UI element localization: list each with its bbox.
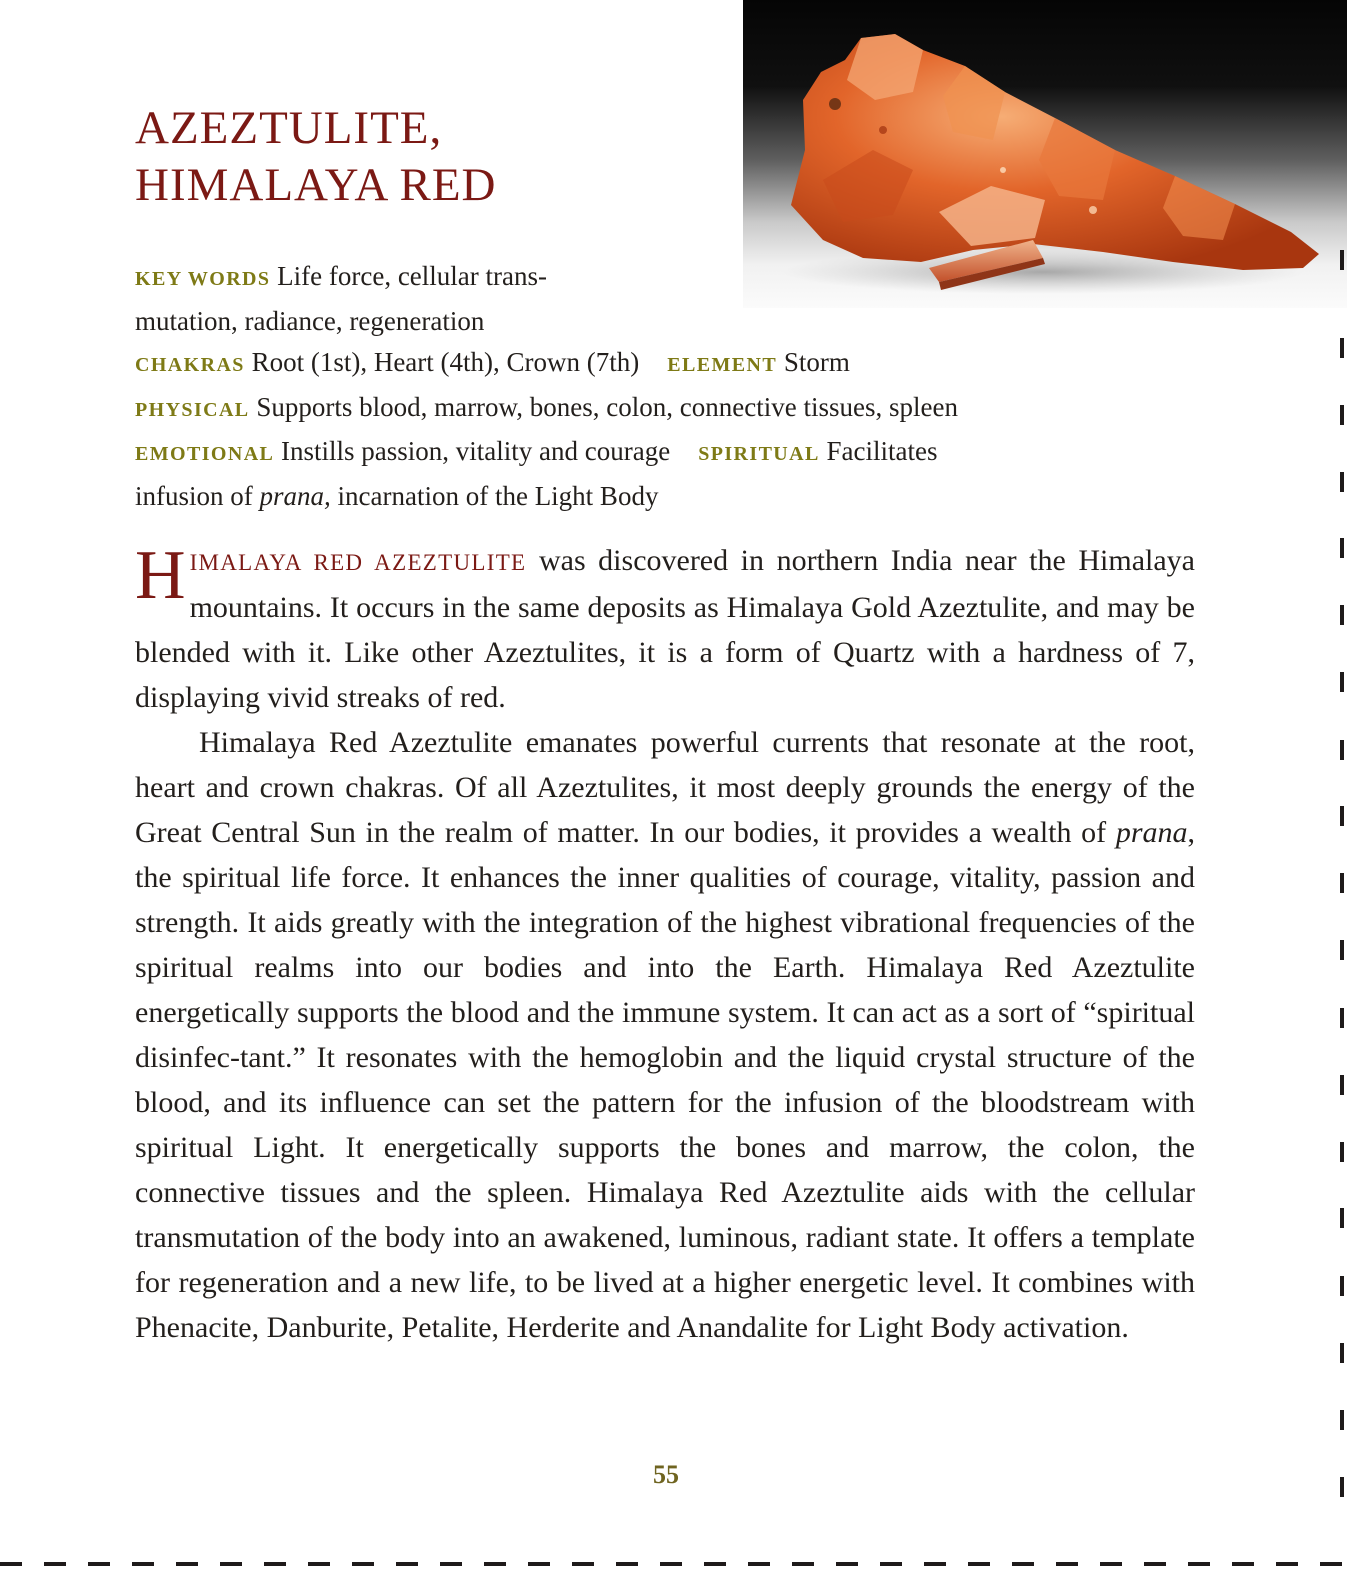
spiritual-value-2-pre: infusion of — [135, 480, 260, 511]
body-text — [135, 538, 1195, 1350]
emotional-value: Instills passion, vitality and courage — [281, 436, 671, 466]
keywords-label: KEY WORDS — [135, 268, 271, 290]
emotional-label: EMOTIONAL — [135, 443, 275, 465]
spiritual-value-1: Facilitates — [826, 436, 938, 466]
paragraph-1-text: was discovered in northern India near the Himalaya mountains. It occurs in the same deposits as Himalaya Gold Azeztulite, and may be blended with it. Like other Azeztulites, it is a form of Quartz with a hardness of 7, displaying vivid streaks of red. — [135, 544, 1195, 714]
lead-in-smallcaps: IMALAYA RED AZEZTULITE — [189, 550, 527, 575]
physical-label: PHYSICAL — [135, 398, 250, 421]
paragraph-2 — [135, 720, 1195, 1350]
title-line-1: AZEZTULITE, — [135, 102, 443, 154]
paragraph-2-post: , the spiritual life force. It enhances the inner qualities of courage, vitality, passion and strength. It aids greatly with the integration of the highest vibrational frequencies of the spiritual realms into our bodies and into the Earth. Himalaya Red Azeztulite energetically supports the blood and the immune system. It can act as a sort of “spiritual disinfec-tant.” It resonates with the hemoglobin and the liquid crystal structure of the blood, and its influence can set the pattern for the infusion of the bloodstream with spiritual Light. It energetically supports the bones and marrow, the colon, the connective tissues and the spleen. Himalaya Red Azeztulite aids with the cellular transmutation of the body into an awakened, luminous, radiant state. It offers a template for regeneration and a new life, to be lived at a higher energetic level. It combines with Phenacite, Danburite, Petalite, Herderite and Anandalite for Light Body activation. — [135, 816, 1195, 1344]
spiritual-value-2-post: incarnation of the Light Body — [330, 480, 659, 511]
physical-value: Supports blood, marrow, bones, colon, connective tissues, spleen — [256, 391, 958, 422]
chakras-label: CHAKRAS — [135, 354, 245, 376]
keywords-row — [135, 256, 1195, 301]
chakras-value: Root (1st), Heart (4th), Crown (7th) — [251, 347, 640, 377]
paragraph-2-pre: Himalaya Red Azeztulite emanates powerful currents that resonate at the root, heart and crown chakras. Of all Azeztulites, it most deeply grounds the energy of the Great Central Sun in the realm of matter. In our bodies, it provides a wealth of — [135, 726, 1195, 849]
title-line-2: HIMALAYA RED — [135, 159, 497, 211]
emotional-row — [135, 431, 1195, 476]
physical-row — [135, 387, 1195, 432]
properties-block — [135, 256, 1195, 517]
paragraph-2-em: prana — [1115, 816, 1188, 849]
paragraph-1 — [135, 538, 1195, 720]
keywords-value-1: Life force, cellular trans- — [277, 261, 547, 291]
spiritual-value-2-em: prana, — [259, 480, 331, 511]
keywords-row-2 — [135, 301, 1195, 343]
spiritual-label: SPIRITUAL — [698, 443, 820, 465]
page-number: 55 — [653, 1460, 679, 1489]
drop-cap: H — [135, 537, 186, 614]
bottom-tick-marks — [0, 1562, 1347, 1566]
spiritual-row-2 — [135, 476, 1195, 518]
element-value: Storm — [783, 347, 850, 377]
chakras-row — [135, 342, 1195, 387]
page-title — [135, 100, 497, 214]
element-label: ELEMENT — [667, 354, 778, 376]
keywords-value-2: mutation, radiance, regeneration — [135, 305, 485, 336]
